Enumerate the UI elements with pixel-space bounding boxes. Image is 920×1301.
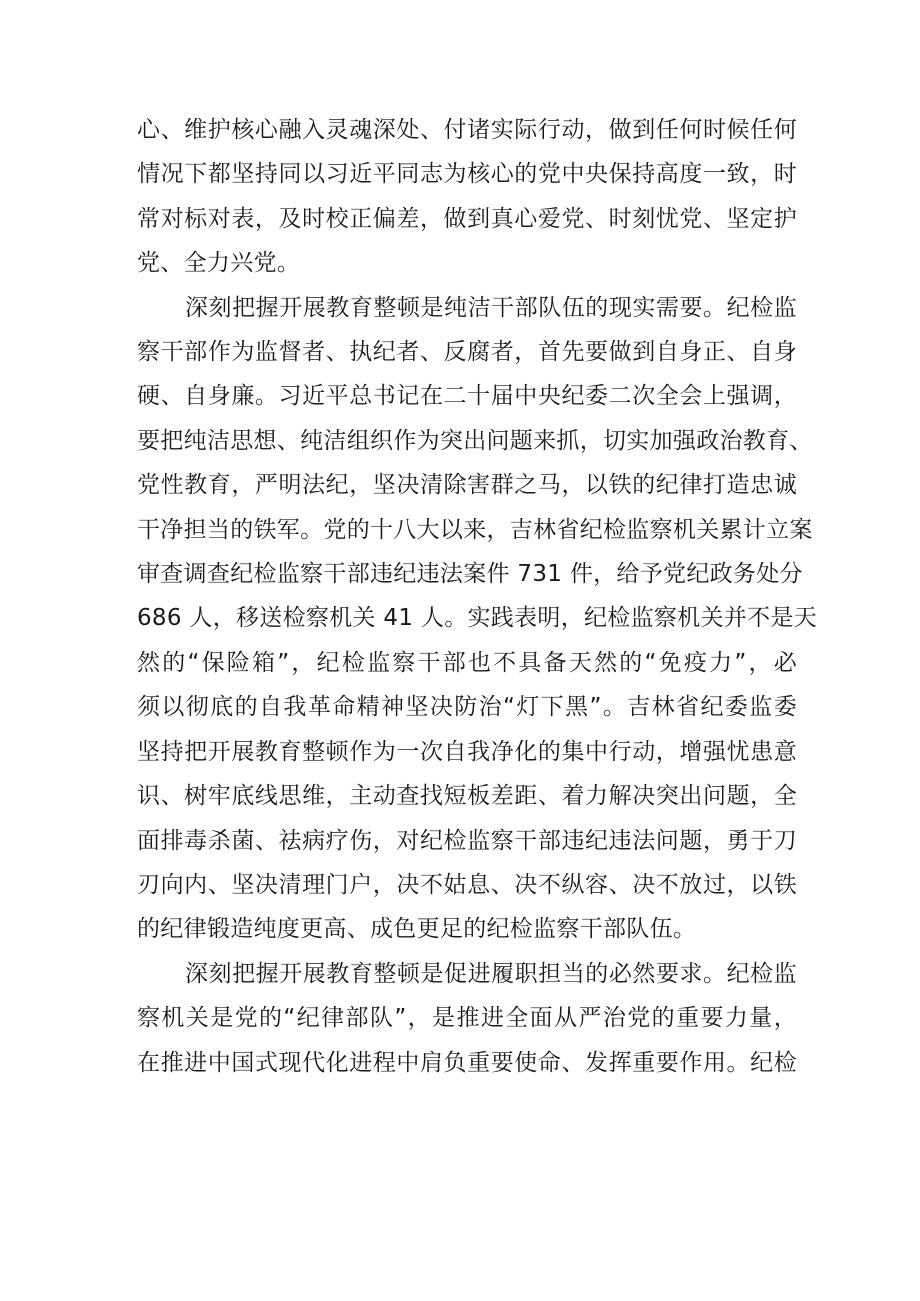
paragraph-1 [137, 108, 797, 286]
text-line: 面排毒杀菌、祛病疗伤，对纪检监察干部违纪违法问题，勇于刀 [137, 827, 797, 854]
text-line: 深刻把握开展教育整顿是纯洁干部队伍的现实需要。纪检监 [185, 294, 797, 321]
text-line: 须以彻底的自我革命精神坚决防治“灯下黑”。吉林省纪委监委 [137, 694, 797, 721]
text-line: 坚持把开展教育整顿作为一次自我净化的集中行动，增强忧患意 [137, 738, 797, 765]
text-line: 在推进中国式现代化进程中肩负重要使命、发挥重要作用。纪检 [137, 1049, 797, 1076]
text-line: 察机关是党的“纪律部队”，是推进全面从严治党的重要力量， [137, 1005, 797, 1032]
text-line: 审查调查纪检监察干部违纪违法案件 731 件，给予党纪政务处分 [137, 561, 803, 588]
text-line: 党性教育，严明法纪，坚决清除害群之马，以铁的纪律打造忠诚 [137, 472, 797, 499]
paragraph-3 [137, 952, 797, 1085]
text-line: 常对标对表，及时校正偏差，做到真心爱党、时刻忧党、坚定护 [137, 205, 797, 232]
text-line: 的纪律锻造纯度更高、成色更足的纪检监察干部队伍。 [137, 916, 697, 943]
text-line: 察干部作为监督者、执纪者、反腐者，首先要做到自身正、自身 [137, 339, 797, 366]
text-line: 686 人，移送检察机关 41 人。实践表明，纪检监察机关并不是天 [137, 605, 817, 632]
document-body [137, 108, 817, 1085]
text-line: 识、树牢底线思维，主动查找短板差距、着力解决突出问题，全 [137, 783, 797, 810]
text-line: 党、全力兴党。 [137, 250, 301, 277]
text-line: 然的“保险箱”，纪检监察干部也不具备天然的“免疫力”，必 [137, 649, 797, 676]
text-line: 心、维护核心融入灵魂深处、付诸实际行动，做到任何时候任何 [137, 117, 797, 143]
text-line: 深刻把握开展教育整顿是促进履职担当的必然要求。纪检监 [185, 960, 797, 987]
text-line: 刃向内、坚决清理门户，决不姑息、决不纵容、决不放过，以铁 [137, 871, 797, 898]
text-line: 干净担当的铁军。党的十八大以来，吉林省纪检监察机关累计立案 [137, 516, 813, 543]
text-line: 要把纯洁思想、纯洁组织作为突出问题来抓，切实加强政治教育、 [137, 427, 813, 454]
text-line: 情况下都坚持同以习近平同志为核心的党中央保持高度一致，时 [137, 161, 797, 188]
paragraph-2 [137, 286, 817, 952]
text-line: 硬、自身廉。习近平总书记在二十届中央纪委二次全会上强调， [137, 383, 797, 410]
